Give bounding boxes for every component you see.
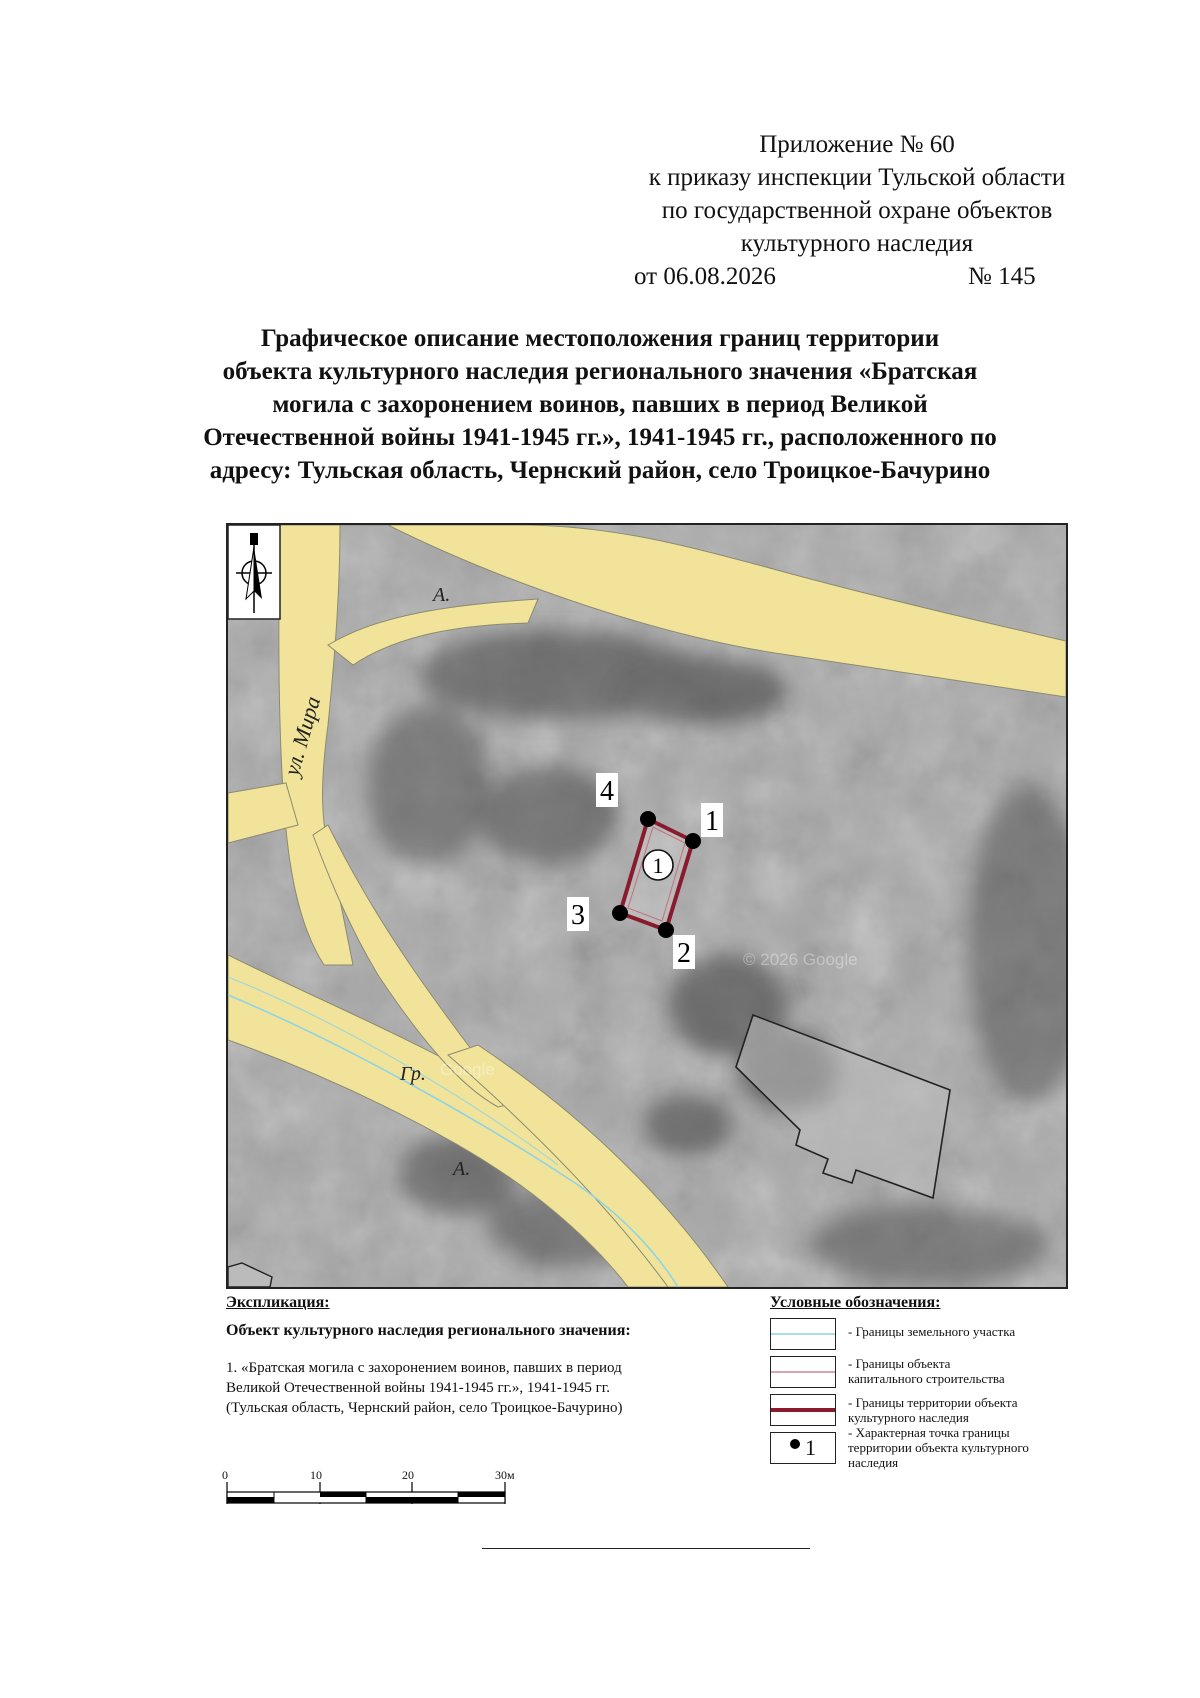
document-title <box>150 322 1050 487</box>
point-swatch <box>771 1433 835 1463</box>
legend-heading: Условные обозначения: <box>770 1294 941 1311</box>
boundary-point-1 <box>685 833 701 849</box>
legend-swatch-building <box>770 1356 836 1388</box>
title-line: могила с захоронением воинов, павших в период Великой <box>272 391 928 418</box>
watermark-google: Google <box>440 1060 495 1079</box>
title-line: Отечественной войны 1941-1945 гг.», 1941-1945 гг., расположенного по <box>203 424 997 451</box>
explication-item-line: (Тульская область, Чернский район, село Троицкое-Бачурино) <box>226 1400 623 1416</box>
watermark-copyright: © 2026 Google <box>743 950 858 969</box>
legend-label-building: - Границы объекта <box>848 1356 951 1371</box>
legend-label-point: - Характерная точка границы <box>848 1425 1010 1440</box>
boundary-label: Гр. <box>400 1063 426 1085</box>
legend-swatch-parcel <box>770 1318 836 1350</box>
site-map <box>226 523 1068 1289</box>
annex-number: Приложение № 60 <box>759 131 955 158</box>
title-line: адресу: Тульская область, Чернский район, село Троицкое-Бачурино <box>209 457 991 484</box>
scale-bar <box>222 1468 522 1508</box>
scale-bar-graphic <box>226 1482 510 1506</box>
scale-label-10: 10 <box>310 1468 322 1482</box>
annex-order-line: к приказу инспекции Тульской области <box>648 164 1066 191</box>
title-line: Графическое описание местоположения границ территории <box>260 325 940 352</box>
scale-label-0: 0 <box>222 1468 228 1482</box>
annex-inspection-line: по государственной охране объектов <box>661 197 1053 224</box>
scale-label-30: 30м <box>495 1468 515 1482</box>
annex-heritage-line: культурного наследия <box>740 230 974 257</box>
map-canvas <box>228 525 1066 1287</box>
point-label-4: 4 <box>600 776 614 807</box>
legend-point-number: 1 <box>805 1435 816 1460</box>
explication-item-line: Великой Отечественной войны 1941-1945 гг.», 1941-1945 гг. <box>226 1380 611 1396</box>
legend-label-point: территории объекта культурного <box>848 1440 1029 1455</box>
boundary-point-4 <box>640 811 656 827</box>
street-label-ul-mira: ул. Мира <box>278 693 326 779</box>
building-line-swatch <box>771 1357 835 1387</box>
order-date: от 06.08.2026 <box>634 263 776 290</box>
legend-label-heritage: культурного наследия <box>848 1410 969 1425</box>
point-label-3: 3 <box>571 900 585 931</box>
parcel-line-swatch <box>771 1319 835 1349</box>
order-number: № 145 <box>968 263 1036 290</box>
road-label-bottom: А. <box>453 1158 471 1180</box>
explication-item-line: 1. «Братская могила с захоронением воинов, павших в период <box>226 1360 622 1376</box>
object-number: 1 <box>652 853 664 878</box>
legend-label-building: капитального строительства <box>848 1371 1005 1386</box>
explication-heading: Экспликация: <box>226 1294 330 1311</box>
legend-swatch-heritage <box>770 1394 836 1426</box>
boundary-point-2 <box>658 922 674 938</box>
scale-label-20: 20 <box>402 1468 414 1482</box>
legend-label-heritage: - Границы территории объекта <box>848 1395 1018 1410</box>
boundary-point-3 <box>612 905 628 921</box>
legend-swatch-point <box>770 1432 836 1464</box>
point-label-1: 1 <box>705 806 719 837</box>
explication-subheading: Объект культурного наследия регионального значения: <box>226 1322 631 1339</box>
legend-label-point: наследия <box>848 1455 899 1470</box>
closing-rule <box>482 1548 810 1549</box>
title-line: объекта культурного наследия регионального значения «Братская <box>222 358 978 385</box>
point-label-2: 2 <box>677 938 691 969</box>
heritage-line-swatch <box>771 1395 835 1425</box>
road-label-top: А. <box>433 584 451 606</box>
legend-label-parcel: - Границы земельного участка <box>848 1324 1016 1339</box>
north-arrow-icon <box>228 525 280 619</box>
